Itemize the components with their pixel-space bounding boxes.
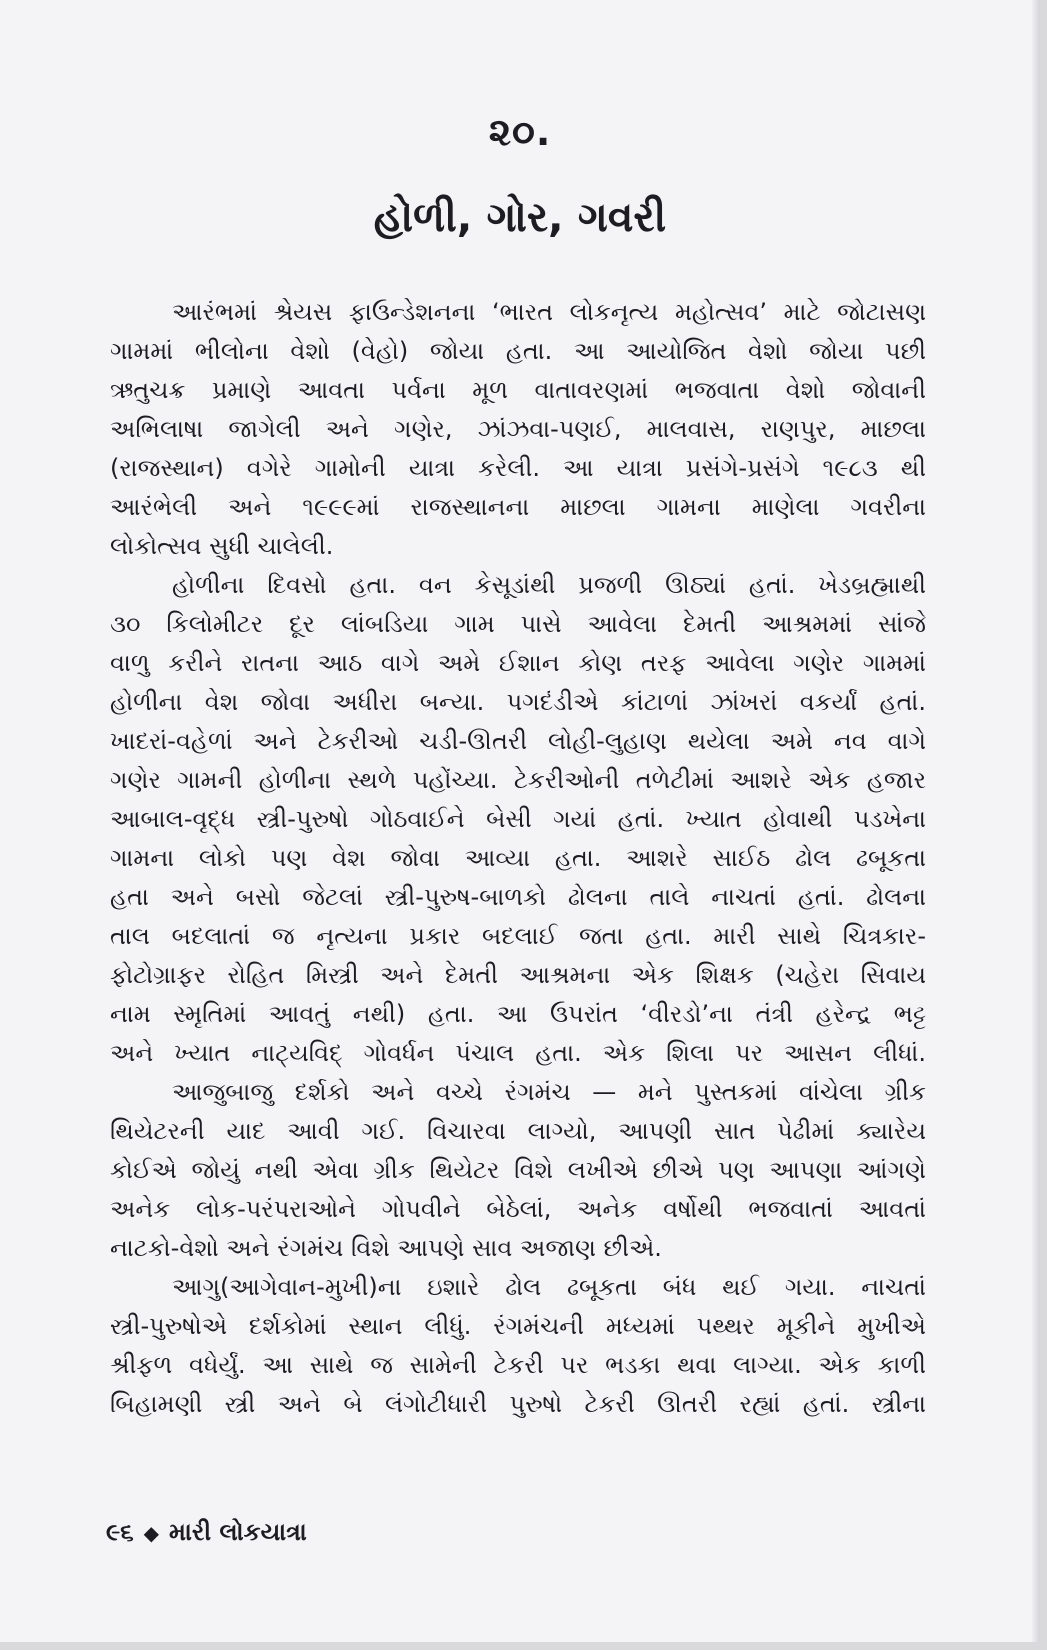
text-line: ૩૦ કિલોમીટર દૂર લાંબડિયા ગામ પાસે આવેલા દેમતી આશ્રમમાં સાંજે xyxy=(110,610,926,638)
text-line: આજુબાજુ દર્શકો અને વચ્ચે રંગમંચ — મને પુસ્તકમાં વાંચેલા ગ્રીક xyxy=(172,1078,926,1106)
text-line: નામ સ્મૃતિમાં આવતું નથી) હતા. આ ઉપરાંત ‘વીરડો’ના તંત્રી હરેન્દ્ર ભટ્ટ xyxy=(110,1000,926,1028)
text-line: લોકોત્સવ સુધી ચાલેલી. xyxy=(110,532,334,560)
text-line: આરંભેલી અને ૧૯૯૯માં રાજસ્થાનના માછલા ગામના માણેલા ગવરીના xyxy=(110,493,926,521)
text-line: સ્ત્રી-પુરુષોએ દર્શકોમાં સ્થાન લીધું. રંગમંચની મધ્યમાં પથ્થર મૂકીને મુખીએ xyxy=(110,1312,926,1340)
chapter-title: હોળી, ગોર, ગવરી xyxy=(373,193,667,241)
text-line: નાટકો-વેશો અને રંગમંચ વિશે આપણે સાવ અજાણ છીએ. xyxy=(110,1234,662,1262)
paragraph-1 xyxy=(110,293,926,566)
paragraph-3 xyxy=(110,1073,926,1268)
text-line: ઋતુચક્ર પ્રમાણે આવતા પર્વના મૂળ વાતાવરણમાં ભજવાતા વેશો જોવાની xyxy=(110,376,926,404)
text-line: હતા અને બસો જેટલાં સ્ત્રી-પુરુષ-બાળકો ઢોલના તાલે નાચતાં હતાં. ઢોલના xyxy=(110,883,926,911)
text-line: વાળુ કરીને રાતના આઠ વાગે અમે ઈશાન કોણ તરફ આવેલા ગણેર ગામમાં xyxy=(110,649,926,677)
text-line: આબાલ-વૃદ્ધ સ્ત્રી-પુરુષો ગોઠવાઈને બેસી ગયાં હતાં. ખ્યાત હોવાથી પડખેના xyxy=(110,805,926,833)
text-line: ગામના લોકો પણ વેશ જોવા આવ્યા હતા. આશરે સાઈઠ ઢોલ ઢબૂકતા xyxy=(110,844,926,872)
text-line: ગામમાં ભીલોના વેશો (વેહો) જોયા હતા. આ આયોજિત વેશો જોયા પછી xyxy=(110,337,926,365)
text-line: હોળીના વેશ જોવા અધીરા બન્યા. પગદંડીએ કાંટાળાં ઝાંખરાં વકર્યાં હતાં. xyxy=(110,688,926,716)
diamond-separator-icon: ◆ xyxy=(143,1521,160,1545)
book-title: મારી લોકયાત્રા xyxy=(169,1518,307,1546)
text-line: અભિલાષા જાગેલી અને ગણેર, ઝાંઝવા-પણઈ, માલવાસ, રાણપુર, માછલા xyxy=(110,415,926,443)
text-line: કોઈએ જોયું નથી એવા ગ્રીક થિયેટર વિશે લખીએ છીએ પણ આપણા આંગણે xyxy=(110,1156,926,1184)
text-line: થિયેટરની યાદ આવી ગઈ. વિચારવા લાગ્યો, આપણી સાત પેઢીમાં ક્યારેય xyxy=(110,1117,926,1145)
text-line: હોળીના દિવસો હતા. વન કેસૂડાંથી પ્રજળી ઊઠ્યાં હતાં. ખેડબ્રહ્માથી xyxy=(172,571,926,599)
text-line: બિહામણી સ્ત્રી અને બે લંગોટીધારી પુરુષો ટેકરી ઊતરી રહ્યાં હતાં. સ્ત્રીના xyxy=(110,1390,926,1418)
text-line: ગણેર ગામની હોળીના સ્થળે પહોંચ્યા. ટેકરીઓની તળેટીમાં આશરે એક હજાર xyxy=(110,766,926,794)
text-line: આગુ(આગેવાન-મુખી)ના ઇશારે ઢોલ ઢબૂકતા બંધ થઈ ગયા. નાચતાં xyxy=(172,1273,926,1301)
text-line: તાલ બદલાતાં જ નૃત્યના પ્રકાર બદલાઈ જતા હતા. મારી સાથે ચિત્રકાર- xyxy=(110,922,926,950)
page-footer xyxy=(106,1518,307,1546)
paragraph-4 xyxy=(110,1268,926,1424)
page-number: ૯૬ xyxy=(106,1518,134,1546)
text-line: શ્રીફળ વધેર્યું. આ સાથે જ સામેની ટેકરી પર ભડકા થવા લાગ્યા. એક કાળી xyxy=(110,1351,926,1379)
chapter-number: ૨૦. xyxy=(488,110,552,154)
text-line: ફોટોગ્રાફર રોહિત મિસ્ત્રી અને દેમતી આશ્રમના એક શિક્ષક (ચહેરા સિવાય xyxy=(110,961,926,989)
paragraph-2 xyxy=(110,566,926,1073)
text-line: (રાજસ્થાન) વગેરે ગામોની યાત્રા કરેલી. આ યાત્રા પ્રસંગે-પ્રસંગે ૧૯૮૩ થી xyxy=(110,454,926,482)
text-line: અને ખ્યાત નાટ્યવિદ્ ગોવર્ધન પંચાલ હતા. એક શિલા પર આસન લીધાં. xyxy=(110,1039,926,1067)
text-line: આરંભમાં શ્રેયસ ફાઉન્ડેશનના ‘ભારત લોકનૃત્ય મહોત્સવ’ માટે જોટાસણ xyxy=(172,298,926,326)
text-line: ખાદરાં-વહેળાં અને ટેકરીઓ ચડી-ઊતરી લોહી-લુહાણ થયેલા અમે નવ વાગે xyxy=(110,727,926,755)
text-line: અનેક લોક-પરંપરાઓને ગોપવીને બેઠેલાં, અનેક વર્ષોથી ભજવાતાં આવતાં xyxy=(110,1195,926,1223)
chapter-body xyxy=(110,293,926,1424)
